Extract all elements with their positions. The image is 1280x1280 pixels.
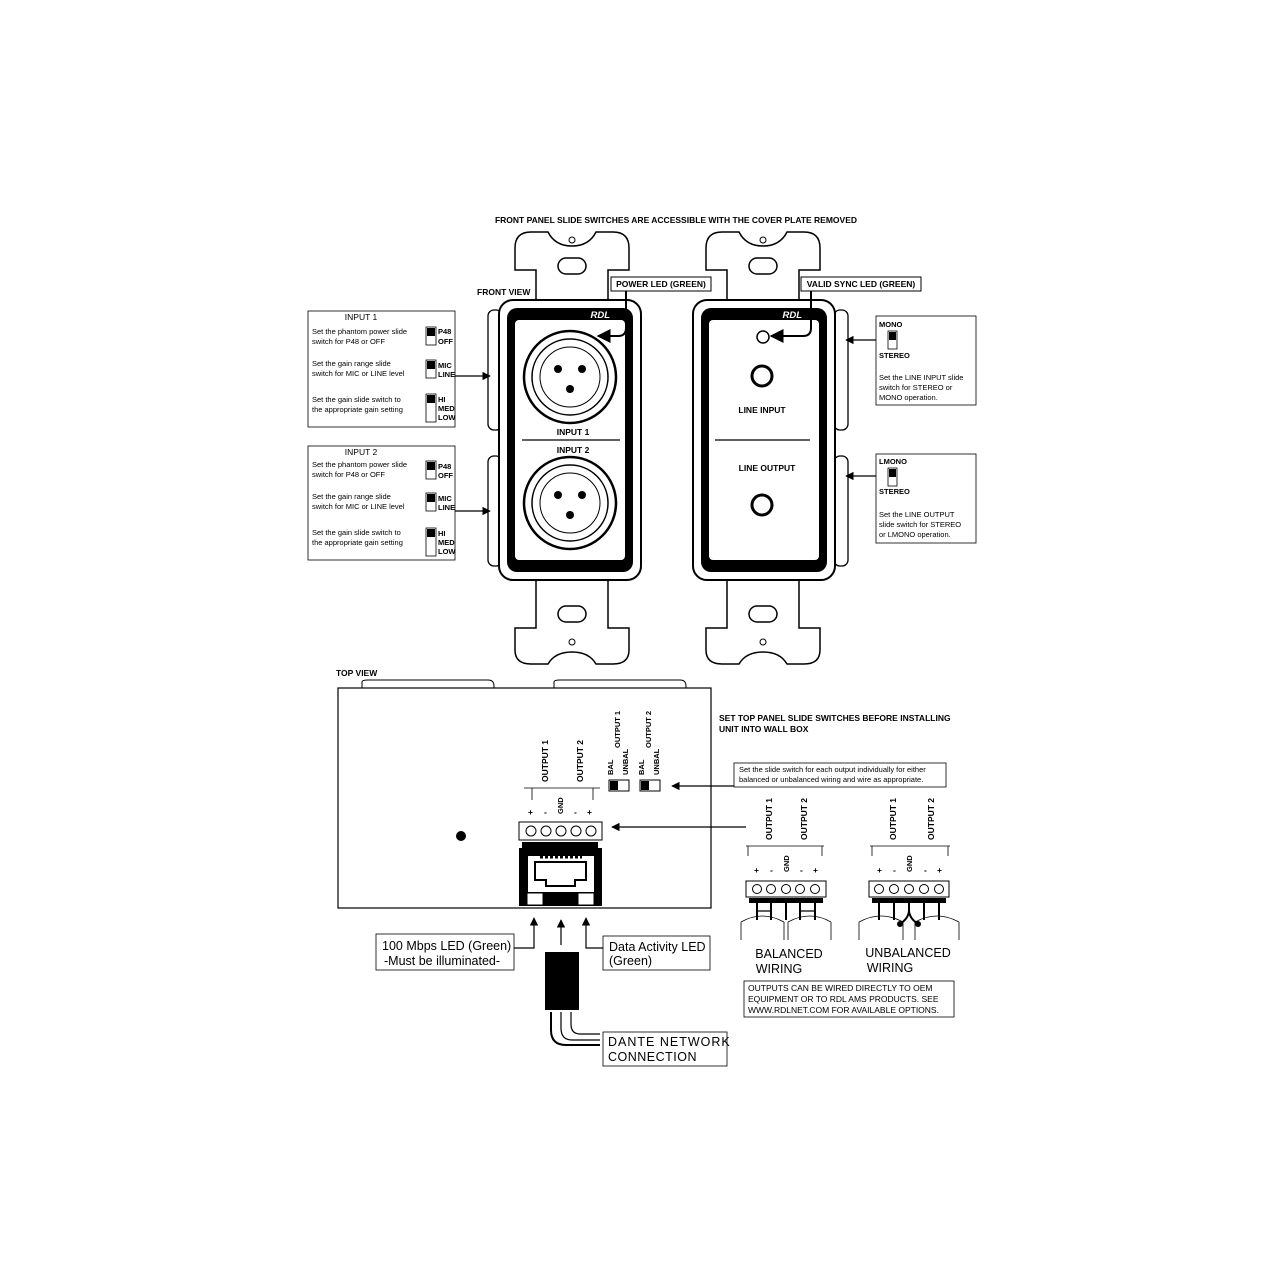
switch-note	[734, 763, 946, 787]
svg-text:P48: P48	[438, 327, 452, 336]
svg-text:+: +	[754, 865, 759, 875]
top-instruction: SET TOP PANEL SLIDE SWITCHES BEFORE INSTALLING	[719, 713, 951, 723]
xlr-connector-input-1	[524, 331, 616, 423]
dante-network-callout	[603, 1032, 731, 1066]
led-100mbps-callout	[376, 918, 534, 970]
svg-text:MIC: MIC	[438, 361, 452, 370]
svg-text:GND: GND	[556, 797, 565, 814]
svg-text:UNBAL: UNBAL	[652, 748, 661, 775]
svg-text:Set the LINE INPUT slide: Set the LINE INPUT slide	[879, 373, 964, 382]
line-output-instructions	[876, 454, 976, 543]
svg-text:-: -	[800, 865, 803, 875]
svg-text:OUTPUT 1: OUTPUT 1	[613, 710, 622, 748]
input-module	[499, 300, 641, 580]
svg-text:the appropriate gain setting: the appropriate gain setting	[312, 538, 403, 547]
svg-text:+: +	[813, 865, 818, 875]
oem-note	[744, 981, 954, 1017]
terminal-block	[519, 822, 602, 848]
svg-text:OUTPUTS CAN BE WIRED DIRECTLY: OUTPUTS CAN BE WIRED DIRECTLY TO OEM	[748, 983, 933, 993]
data-activity-callout	[586, 918, 710, 970]
svg-text:or LMONO operation.: or LMONO operation.	[879, 530, 951, 539]
output-1-switch	[609, 780, 629, 791]
brand-logo: RDL	[782, 310, 802, 321]
svg-text:switch for P48 or OFF: switch for P48 or OFF	[312, 337, 385, 346]
output-2-label: OUTPUT 2	[575, 739, 585, 782]
svg-text:MONO operation.: MONO operation.	[879, 393, 938, 402]
svg-text:Data Activity LED: Data Activity LED	[609, 940, 706, 954]
input-1-instructions	[308, 311, 456, 427]
svg-text:LOW: LOW	[438, 547, 456, 556]
svg-text:(Green): (Green)	[609, 954, 653, 968]
line-output-jack-icon	[752, 495, 772, 515]
svg-text:-: -	[544, 807, 547, 817]
svg-text:the appropriate gain setting: the appropriate gain setting	[312, 405, 403, 414]
line-output-label: LINE OUTPUT	[738, 463, 796, 473]
svg-text:CONNECTION: CONNECTION	[608, 1050, 698, 1064]
svg-text:Set the gain range slide: Set the gain range slide	[312, 492, 391, 501]
output-2-switch	[640, 780, 660, 791]
rj45-jack	[519, 848, 602, 906]
balanced-wiring-diagram	[741, 798, 831, 976]
svg-text:P48: P48	[438, 462, 452, 471]
svg-text:Set the phantom power slide: Set the phantom power slide	[312, 327, 408, 336]
svg-text:WIRING: WIRING	[866, 961, 914, 975]
svg-text:switch for MIC or LINE level: switch for MIC or LINE level	[312, 502, 405, 511]
svg-text:VALID SYNC LED (GREEN): VALID SYNC LED (GREEN)	[806, 279, 916, 289]
svg-text:OFF: OFF	[438, 471, 453, 480]
svg-text:switch for P48 or OFF: switch for P48 or OFF	[312, 470, 385, 479]
svg-text:OFF: OFF	[438, 337, 453, 346]
svg-text:-: -	[574, 807, 577, 817]
svg-text:UNBALANCED: UNBALANCED	[865, 946, 951, 960]
top-view-label: TOP VIEW	[336, 668, 378, 678]
svg-text:OUTPUT 2: OUTPUT 2	[926, 797, 936, 840]
svg-text:MED: MED	[438, 538, 455, 547]
svg-text:OUTPUT 1: OUTPUT 1	[764, 797, 774, 840]
svg-text:UNBAL: UNBAL	[621, 748, 630, 775]
svg-text:DANTE NETWORK: DANTE NETWORK	[608, 1035, 731, 1049]
front-view-label: FRONT VIEW	[477, 287, 531, 297]
svg-text:GND: GND	[905, 855, 914, 872]
svg-text:BALANCED: BALANCED	[755, 947, 823, 961]
svg-text:INPUT 2: INPUT 2	[344, 447, 378, 457]
svg-text:MONO: MONO	[879, 320, 903, 329]
svg-text:UNIT INTO WALL BOX: UNIT INTO WALL BOX	[719, 724, 809, 734]
svg-text:STEREO: STEREO	[879, 351, 910, 360]
output-1-label: OUTPUT 1	[540, 739, 550, 782]
svg-text:BAL: BAL	[606, 759, 615, 775]
svg-text:Set the slide switch for each: Set the slide switch for each output individually for either	[739, 765, 926, 774]
input-2-instructions	[308, 446, 456, 560]
brand-logo: RDL	[590, 310, 610, 321]
mount-hole-icon	[456, 831, 466, 841]
page-title: FRONT PANEL SLIDE SWITCHES ARE ACCESSIBLE WITH THE COVER PLATE REMOVED	[494, 215, 858, 225]
svg-text:EQUIPMENT OR TO RDL AMS PRODUC: EQUIPMENT OR TO RDL AMS PRODUCTS. SEE	[748, 994, 939, 1004]
svg-text:OUTPUT 2: OUTPUT 2	[644, 710, 653, 748]
svg-text:LINE: LINE	[438, 503, 456, 512]
svg-text:Set the gain slide switch to: Set the gain slide switch to	[312, 395, 401, 404]
svg-text:switch for STEREO or: switch for STEREO or	[879, 383, 953, 392]
input-1-label: INPUT 1	[556, 427, 590, 437]
svg-text:LMONO: LMONO	[879, 457, 907, 466]
svg-text:MED: MED	[438, 404, 455, 413]
svg-text:-Must be illuminated-: -Must be illuminated-	[384, 954, 501, 968]
svg-text:WIRING: WIRING	[755, 962, 803, 976]
svg-text:OUTPUT 1: OUTPUT 1	[888, 797, 898, 840]
svg-text:STEREO: STEREO	[879, 487, 910, 496]
svg-text:-: -	[770, 865, 773, 875]
svg-text:Set the gain slide switch to: Set the gain slide switch to	[312, 528, 401, 537]
svg-text:POWER LED (GREEN): POWER LED (GREEN)	[616, 279, 706, 289]
svg-text:HI: HI	[438, 395, 446, 404]
svg-text:+: +	[937, 865, 942, 875]
ethernet-plug-icon	[545, 920, 600, 1045]
svg-text:-: -	[893, 865, 896, 875]
svg-text:INPUT 1: INPUT 1	[344, 312, 378, 322]
svg-text:slide switch for STEREO: slide switch for STEREO	[879, 520, 962, 529]
unbalanced-wiring-diagram	[859, 798, 959, 975]
line-input-jack-icon	[752, 366, 772, 386]
svg-text:HI: HI	[438, 529, 446, 538]
svg-text:+: +	[528, 807, 533, 817]
svg-text:Set the gain range slide: Set the gain range slide	[312, 359, 391, 368]
line-input-label: LINE INPUT	[738, 405, 786, 415]
svg-text:Set the LINE OUTPUT: Set the LINE OUTPUT	[879, 510, 955, 519]
line-input-instructions	[876, 316, 976, 405]
input-2-label: INPUT 2	[556, 445, 590, 455]
svg-text:+: +	[587, 807, 592, 817]
xlr-connector-input-2	[524, 457, 616, 549]
svg-text:OUTPUT 2: OUTPUT 2	[799, 797, 809, 840]
svg-text:GND: GND	[782, 855, 791, 872]
svg-text:Set the phantom power slide: Set the phantom power slide	[312, 460, 408, 469]
svg-text:+: +	[877, 865, 882, 875]
svg-text:WWW.RDLNET.COM FOR AVAILABLE O: WWW.RDLNET.COM FOR AVAILABLE OPTIONS.	[748, 1005, 939, 1015]
svg-text:switch for MIC or LINE level: switch for MIC or LINE level	[312, 369, 405, 378]
svg-text:balanced or unbalanced wiring: balanced or unbalanced wiring and wire as appropriate.	[739, 775, 924, 784]
line-module	[693, 300, 835, 580]
svg-text:LOW: LOW	[438, 413, 456, 422]
sync-led-icon	[757, 331, 769, 343]
svg-text:100 Mbps LED (Green): 100 Mbps LED (Green)	[382, 939, 512, 953]
svg-text:-: -	[924, 865, 927, 875]
svg-text:BAL: BAL	[637, 759, 646, 775]
svg-text:LINE: LINE	[438, 370, 456, 379]
svg-text:MIC: MIC	[438, 494, 452, 503]
